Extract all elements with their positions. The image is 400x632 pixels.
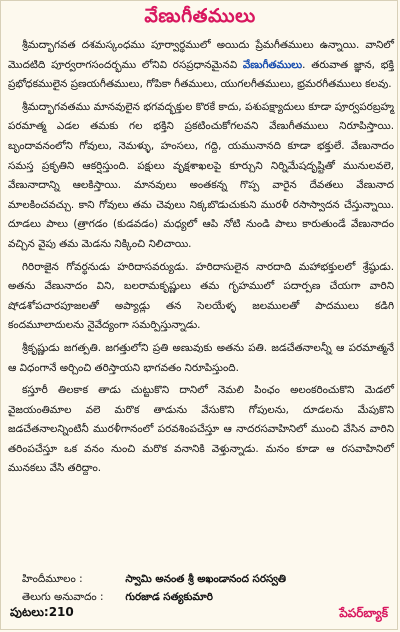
paragraph-text: గిరిరాజైన గోవర్థనుడు హరిదాసవర్యుడు. హరిదాసులైన నారదాది మహాభక్తులలో శ్రేష్ఠుడు. అతను వేణునాదం విని, బలరామకృష్ణులు తమ గృహములో పదార్పణ చేయగా వారిని షోడశోపచారపూజలతో అప్యాడ్లు తన సెలయేళ్ళ జలములతో పాదములు కడిగి కందమూలాదులను నైవేద్యంగా సమర్పిస్తున్నాడు. xyxy=(8,260,394,332)
paragraph-text: శ్రీమద్భాగవతము మానవులైన భగవద్భక్తుల కొరకే కాదు, పశుపక్ష్యాదులు కూడా పూర్వపరబ్రహ్మ పరమాత్మ ఎడల తమకు గల భక్తిని ప్రకటించుకోగలవని వేణుగీతములు నిరూపిస్తాయి. బృందావనంలోని గోవులు, నెమళ్ళు, హంసలు, గద్ది, యమునానది కూడా భక్తులే. వేణునాదం సమస్త ప్రకృతిని ఆకర్షిస్తుంది. పక్షులు వృక్షశాఖలపై కూర్చుని నిర్నిమేషదృష్టితో మునులవలె, వేణునాదాన్ని ఆలకిస్తాయి. మానవులు అంతకన్న గొప్ప వారైన దేవతలు వేణునాద మాలకించవచ్చు. కాని గోవులు తమ చెవులు నిక్కబొడుచుకుని మురళీ రసాస్వాదన చేస్తున్నాయి. దూడలు పాలు (త్రాగడం (కుడవడం) మధ్యలో ఆపి నోటి నుండి పాలు కారుతుండే వేణునాదం వచ్చిన వైపు తమ మెడను నిక్కించి నిలిచాయి. xyxy=(8,100,394,250)
paragraph-text: శ్రీకృష్ణుడు జగత్పతి. జగత్తులోని ప్రతి అణువుకు అతను పతి. జడచేతనాలన్నీ ఆ పరమాత్మనే ఆ విధంగానే అర్చించి తరిస్తాయని భాగవతం నిరూపిస్తుంది. xyxy=(8,341,394,374)
paragraph xyxy=(8,381,394,479)
credit-original-value: స్వామి అనంత శ్రీ అఖండానంద సరస్వతి xyxy=(125,573,287,585)
credit-original xyxy=(22,570,286,588)
paragraph xyxy=(8,258,394,336)
credit-original-label: హిందీమూలం : xyxy=(22,573,83,585)
binding-type: పేపర్‌బ్యాక్ xyxy=(339,606,388,620)
paragraph-text: . తరువాత జ్ఞాన, భక్తి ప్రభోధకములైన ప్రణయగీతములు, గోపికా గీతములు, యుగలగీతములు, భ్రమరగీతములు కలవు. xyxy=(8,58,394,91)
paragraph-text: కస్తూరీ తిలకాక తాడు చుట్టుకొని దానిలో నెమలి పింఛం అలంకరించుకొని మెడలో వైజయంతిమాల వలె మరొక తాడును వేసుకొని గోపులను, దూడలను మేపుకొని జడచేతనాలన్నింటినీ మురళీగానంలో పరవశింపచేస్తూ ఆ నాదరసవాహినిలో ముంచి వేసిన వారిని తరింపచేస్తూ ఒక వనం నుంచి మరొక వనానికి వెళ్తున్నాడు. మనం కూడా ఆ రసవాహినిలో మునకలు వేసి తరిద్దాం. xyxy=(8,384,394,475)
credit-translation-value: గురజాడ సత్యకుమారి xyxy=(125,591,213,603)
article-body xyxy=(8,36,394,479)
page-title: వేణుగీతములు xyxy=(144,5,256,27)
page-count: పుటలు:210 xyxy=(10,605,74,619)
highlighted-term: వేణుగీతములు xyxy=(242,58,303,71)
credit-translation xyxy=(22,588,213,606)
credit-translation-label: తెలుగు అనువాదం : xyxy=(22,591,104,603)
paragraph xyxy=(8,98,394,255)
paragraph xyxy=(8,36,394,95)
paragraph xyxy=(8,339,394,378)
paragraph-text: శ్రీమద్భాగవత దశమస్కంధము పూర్వార్థములో అయిదు ప్రేమగీతములు ఉన్నాయి. వానిలో మొదటిది పూర్వరాగసందర్భము లోనివి రసప్రధానమైనవి xyxy=(8,39,394,71)
